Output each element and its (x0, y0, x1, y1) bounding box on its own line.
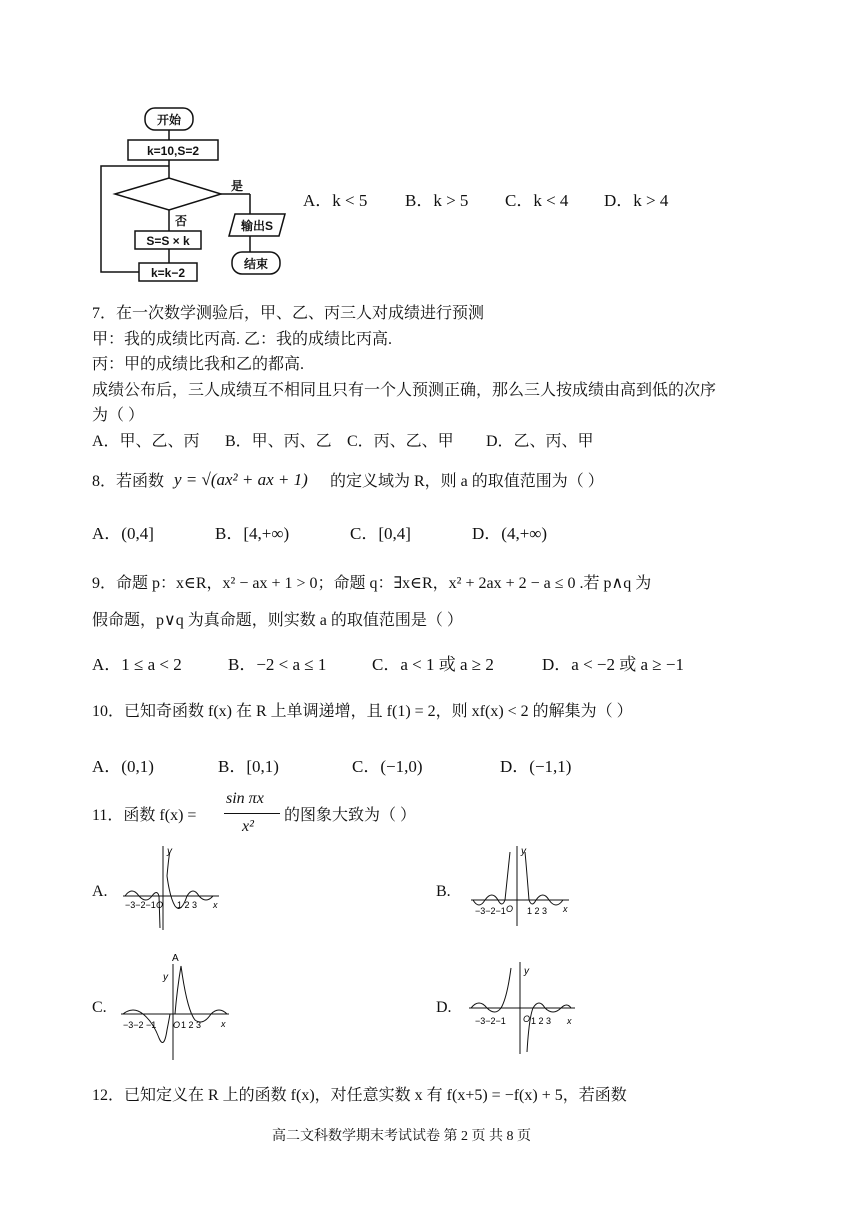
q11-fraction-bar (224, 813, 280, 814)
q10-option-b: B．[0,1) (218, 757, 279, 776)
graph-c-axis-y: y (163, 972, 168, 983)
q10-option-c: C．(−1,0) (352, 757, 423, 776)
q9-option-c: C．a < 1 或 a ≥ 2 (372, 655, 494, 674)
graph-a-axis-x: x (213, 900, 218, 910)
q11-numerator: sin πx (226, 790, 264, 807)
graph-a-axis-y: y (167, 846, 172, 857)
flow-end: 结束 (243, 257, 269, 271)
q6-option-d: D．k > 4 (604, 191, 669, 210)
graph-d (465, 958, 580, 1056)
flow-no: 否 (175, 214, 188, 228)
q7-option-a: A．甲、乙、丙 (92, 433, 200, 450)
graph-d-axis-x: x (567, 1016, 572, 1026)
flow-yes: 是 (231, 179, 244, 193)
flow-update-s: S=S × k (146, 234, 190, 248)
graph-a-ticks-pos: 1 2 3 (177, 900, 198, 910)
q12-line1: 12．已知定义在 R 上的函数 f(x)，对任意实数 x 有 f(x+5) = −f(x) + 5，若函数 (92, 1087, 627, 1104)
graph-a-ticks-neg: −3−2−1 (125, 900, 156, 910)
q9-line1: 9．命题 p：x∈R，x² − ax + 1 > 0；命题 q：∃x∈R，x² + 2ax + 2 − a ≤ 0 .若 p∧q 为 (92, 575, 652, 592)
q9-option-a: A．1 ≤ a < 2 (92, 655, 182, 674)
q8-option-a: A．(0,4] (92, 524, 154, 543)
page-footer: 高二文科数学期末考试试卷 第 2 页 共 8 页 (272, 1129, 531, 1144)
flow-init: k=10,S=2 (146, 144, 200, 158)
graph-d-label: D. (436, 999, 452, 1016)
q11-denominator: x² (242, 818, 254, 835)
graph-d-ticks-neg: −3−2−1 (475, 1016, 506, 1026)
q6-option-c: C．k < 4 (505, 191, 569, 210)
q7-line5: 为（ ） (92, 407, 145, 424)
q9-option-d: D．a < −2 或 a ≥ −1 (542, 655, 684, 674)
q10-option-a: A．(0,1) (92, 757, 154, 776)
graph-b-ticks-pos: 1 2 3 (527, 906, 548, 916)
q11-prefix: 11．函数 f(x) = (92, 807, 197, 824)
graph-c-axis-x: x (221, 1019, 226, 1029)
graph-b (465, 842, 575, 932)
graph-a-label: A. (92, 883, 108, 900)
q8-option-b: B．[4,+∞) (215, 524, 290, 543)
graph-d-axis-y: y (524, 966, 529, 977)
q7-line1: 7．在一次数学测验后，甲、乙、丙三人对成绩进行预测 (92, 305, 485, 322)
q6-option-b: B．k > 5 (405, 191, 469, 210)
q8-suffix: 的定义域为 R，则 a 的取值范围为（ ） (330, 473, 604, 490)
graph-b-axis-x: x (563, 904, 568, 914)
graph-b-axis-y: y (521, 846, 526, 857)
q9-line2: 假命题，p∨q 为真命题，则实数 a 的取值范围是（ ） (92, 612, 463, 629)
q9-option-b: B．−2 < a ≤ 1 (228, 655, 327, 674)
graph-b-ticks-neg: −3−2−1 (475, 906, 506, 916)
flowchart (95, 100, 295, 290)
q10-line1: 10．已知奇函数 f(x) 在 R 上单调递增，且 f(1) = 2，则 xf(x) < 2 的解集为（ ） (92, 703, 633, 720)
graph-c-label: C. (92, 999, 107, 1016)
q10-option-d: D．(−1,1) (500, 757, 572, 776)
q7-option-d: D．乙、丙、甲 (486, 433, 594, 450)
q8-option-c: C．[0,4] (350, 524, 411, 543)
flow-start: 开始 (156, 113, 182, 127)
graph-b-label: B. (436, 883, 451, 900)
q8-formula: y = √(ax² + ax + 1) (174, 470, 308, 489)
q8-prefix: 8．若函数 (92, 473, 165, 490)
q7-option-c: C．丙、乙、甲 (347, 433, 454, 450)
q6-option-a: A．k < 5 (303, 191, 368, 210)
graph-c-ticks-pos: 1 2 3 (181, 1020, 202, 1030)
graph-c (115, 950, 235, 1062)
q8-option-d: D．(4,+∞) (472, 524, 548, 543)
graph-a (115, 842, 225, 932)
graph-c-ticks-neg: −3−2 −1 (123, 1020, 157, 1030)
flow-update-k: k=k−2 (150, 266, 186, 280)
graph-c-top-letter: A (172, 953, 179, 964)
graph-b-origin: O (506, 904, 514, 914)
graph-c-origin: O (173, 1020, 181, 1030)
q11-suffix: 的图象大致为（ ） (284, 807, 417, 824)
q7-line4: 成绩公布后，三人成绩互不相同且只有一个人预测正确，那么三人按成绩由高到低的次序 (92, 382, 717, 399)
graph-a-origin: O (156, 900, 164, 910)
flow-output: 输出S (240, 219, 274, 233)
graph-d-origin: O (523, 1014, 531, 1024)
q7-option-b: B．甲、丙、乙 (225, 433, 332, 450)
graph-d-ticks-pos: 1 2 3 (531, 1016, 552, 1026)
q7-line3: 丙：甲的成绩比我和乙的都高. (92, 356, 305, 373)
q7-line2: 甲：我的成绩比丙高. 乙：我的成绩比丙高. (92, 331, 393, 348)
